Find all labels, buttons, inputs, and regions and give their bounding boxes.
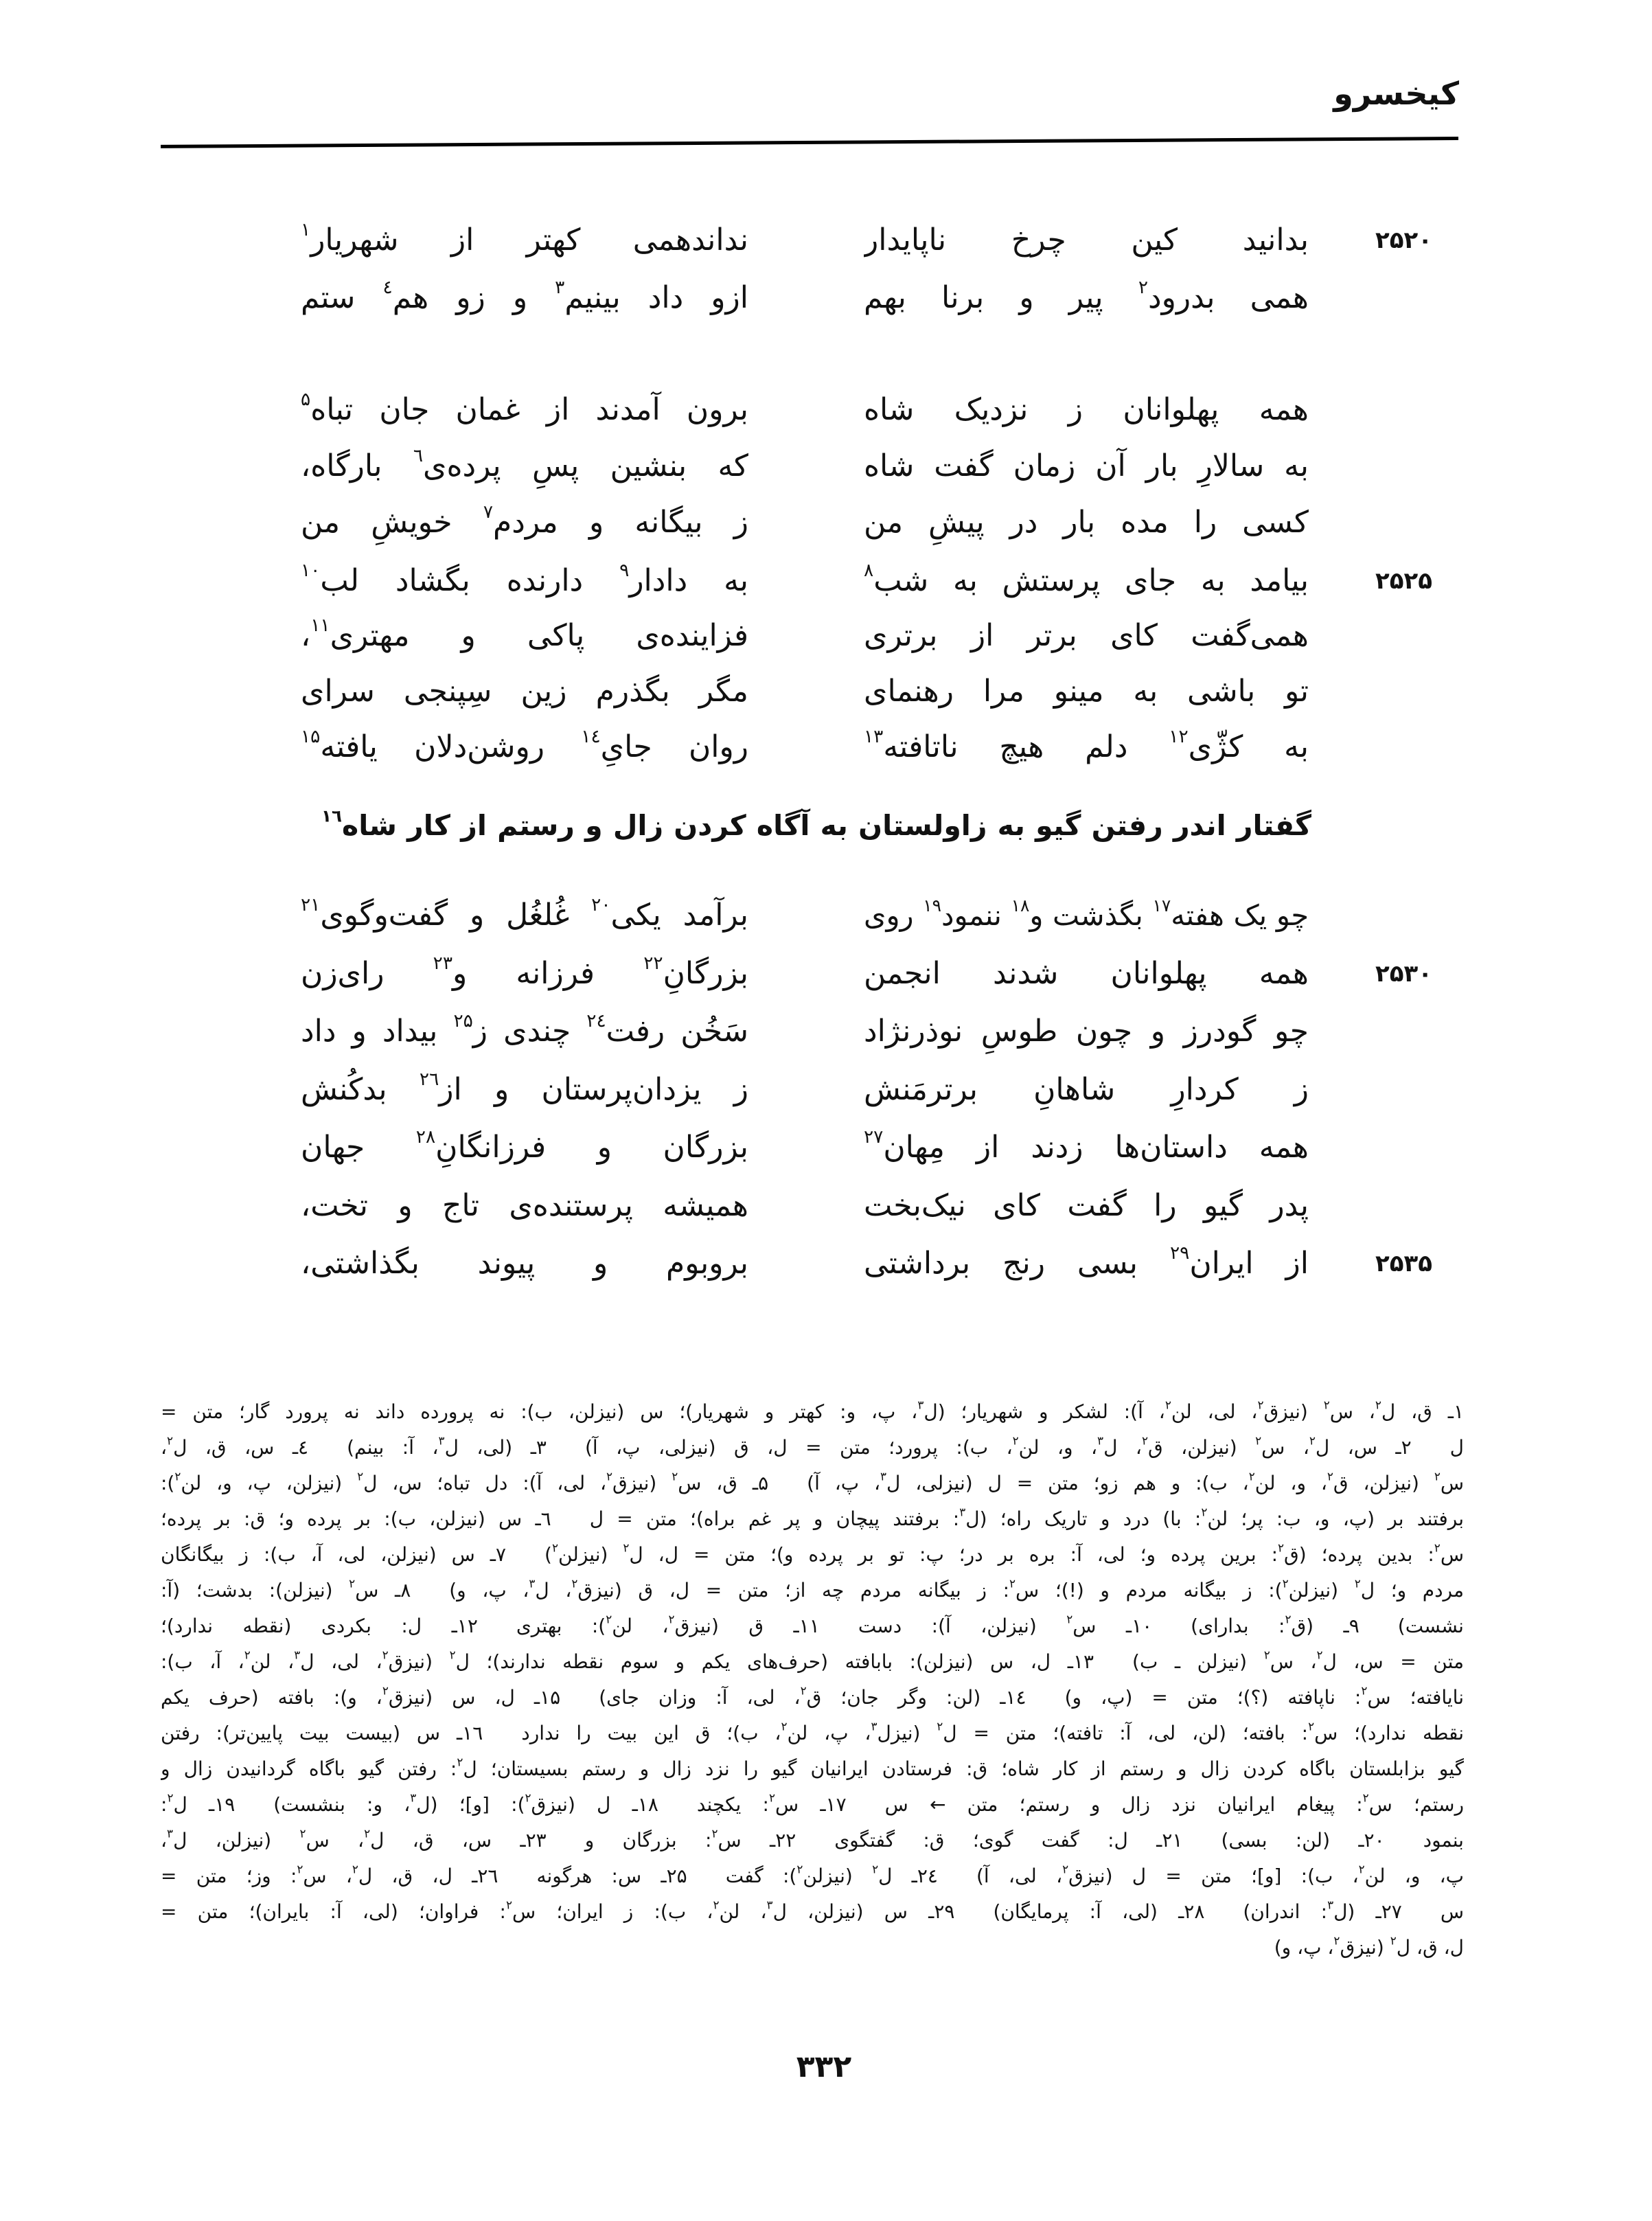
hemistich-second: به دادار$^۹$ دارنده بگشاد لب$^{۱۰}$: [301, 559, 748, 598]
footnote-line: برفتند بر (پ، و، ب: پر؛ لن$^۲$: با) درد و تاریک راه؛ (ل$^۳$: برفتند پیچان و پر غم براه)؛ متن = ل ٦ـ س (نیزلن، ب): بر پرده و؛ ق: بر پرده؛: [161, 1505, 1464, 1530]
verse-line: [0, 1062, 1652, 1117]
footnote-line: مردم و؛ ل$^۲$ (نیزلن$^۲$): ز بیگانه مردم و (!)؛ س$^۲$: ز بیگانه مردم چه از؛ متن = ل، ق (نیزق$^۲$، ل$^۳$، پ، و) ۸ـ س$^۲$ (نیزلن): بدشت؛ (آ:: [161, 1576, 1464, 1602]
hemistich-second: ز یزدان‌پرستان و از$^{۲٦}$ بدکُنش: [301, 1068, 748, 1107]
header-rule: [161, 137, 1458, 148]
verse-line: [0, 383, 1652, 437]
hemistich-second: نداندهمی کهتر از شهریار$^۱$: [301, 218, 748, 258]
running-head: کیخسرو: [1333, 75, 1459, 112]
verse-number: ۲۵۳۵: [1375, 1250, 1432, 1277]
verse-line: [0, 608, 1652, 663]
verse-number: ۲۵۲۰: [1375, 227, 1432, 254]
verse-line: [0, 1004, 1652, 1059]
verse-line: [0, 439, 1652, 494]
footnote-line: ل، ق، ل$^۲$ (نیزق$^۲$، پ، و): [1274, 1933, 1464, 1959]
hemistich-second: که بنشین پسِ پرده‌ی$^٦$ بارگاه،: [301, 444, 748, 483]
hemistich-second: بزرگان و فرزانگانِ$^{۲۸}$ جهان: [301, 1126, 748, 1165]
verse-line: [0, 888, 1652, 943]
hemistich-first: همه داستان‌ها زدند از مِهان$^{۲۷}$: [864, 1126, 1309, 1165]
footnote-line: پ، و، لن$^۲$، ب): [و]؛ متن = ل (نیزق$^۲$، لی، آ) ۲٤ـ ل$^۲$ (نیزلن$^۲$): گفت ۲۵ـ س: هرگونه ۲٦ـ ل، ق، ل$^۲$، س$^۲$: وز؛ متن =: [161, 1862, 1464, 1887]
hemistich-first: همی‌گفت کای برتر از برتری: [864, 618, 1309, 653]
verse-line: [0, 554, 1652, 608]
verse-line: [0, 946, 1652, 1001]
hemistich-second: برون آمدند از غمان جان تباه$^۵$: [301, 388, 748, 427]
verse-number: ۲۵۲۵: [1375, 567, 1432, 595]
footnote-line: س ۲۷ـ (ل$^۳$: اندران) ۲۸ـ (لی، آ: پرمایگان) ۲۹ـ س (نیزلن، ل$^۳$، لن$^۲$، ب): ز ایران؛ س$^۲$: فراوان؛ (لی، آ: بایران)؛ متن =: [161, 1898, 1464, 1923]
hemistich-second: ازو داد بینیم$^۳$ و زو هم$^٤$ ستم: [301, 276, 748, 315]
verse-number: ۲۵۳۰: [1375, 960, 1432, 988]
hemistich-second: همیشه پرستنده‌ی تاج و تخت،: [301, 1188, 748, 1223]
hemistich-first: همی بدرود$^۲$ پیر و برنا بهم: [864, 276, 1309, 315]
footnote-line: گیو بزابلستان باگاه کردن زال و رستم از کار شاه؛ ق: فرستادن ایرانیان گیو را نزد زال و رستم بسیستان؛ ل$^۲$: رفتن گیو باگاه گردانیدن زال و: [161, 1755, 1464, 1780]
hemistich-second: برآمد یکی$^{۲۰}$ غُلغُل و گفت‌وگوی$^{۲۱}$: [301, 893, 748, 933]
footnotes: [161, 1394, 1464, 1966]
footnote-line: س$^۲$ (نیزلن، ق$^۲$، و، لن$^۲$، ب): و هم زو؛ متن = ل (نیزلی، ل$^۳$، پ، آ) ۵ـ ق، س$^۲$ (نیزق$^۲$، لی، آ): دل تباه؛ س، ل$^۲$ (نیزلن، پ، و، لن$^۲$):: [161, 1469, 1464, 1494]
verse-line: [0, 664, 1652, 719]
hemistich-first: بدانید کین چرخ ناپایدار: [864, 223, 1309, 258]
hemistich-second: ز بیگانه و مردم$^۷$ خویشِ من: [301, 501, 748, 540]
verse-line: [0, 213, 1652, 268]
footnote-line: نشست) ۹ـ (ق$^۲$: بدارای) ۱۰ـ س$^۲$ (نیزلن، آ): دست ۱۱ـ ق (نیزق$^۲$، لن$^۲$): بهتری ۱۲ـ ل: بکردی (نقطه ندارد)؛: [161, 1612, 1464, 1637]
page-number: ۳۳۲: [796, 2049, 852, 2084]
hemistich-first: پدر گیو را گفت کای نیک‌بخت: [864, 1188, 1309, 1223]
hemistich-second: فزاینده‌ی پاکی و مهتری$^{۱۱}$،: [301, 614, 748, 653]
section-heading: گفتار اندر رفتن گیو به زاولستان به آگاه کردن زال و رستم از کار شاه$^{۱٦}$: [321, 806, 1311, 842]
verse-line: [0, 1120, 1652, 1175]
hemistich-first: ز کردارِ شاهانِ برترمَنش: [864, 1072, 1309, 1107]
hemistich-first: کسی را مده بار در پیشِ من: [864, 505, 1309, 540]
hemistich-first: بیامد به جای پرستش به شب$^۸$: [864, 559, 1309, 598]
hemistich-second: سَخُن رفت$^{۲٤}$ چندی ز$^{۲۵}$ بیداد و داد: [301, 1010, 748, 1049]
verse-line: [0, 271, 1652, 326]
hemistich-second: مگر بگذرم زین سِپنجی سرای: [301, 674, 748, 709]
footnote-line: رستم؛ س$^۲$: پیغام ایرانیان نزد زال و رستم؛ متن ← س ۱۷ـ س$^۲$: یکچند ۱۸ـ ل (نیزق$^۲$): [و]؛ (ل$^۳$، و: بنشست) ۱۹ـ ل$^۲$:: [161, 1790, 1464, 1816]
verse-line: [0, 1178, 1652, 1233]
verse-line: [0, 495, 1652, 550]
hemistich-first: همه پهلوانان شدند انجمن: [864, 956, 1309, 991]
footnote-line: ۱ـ ق، ل$^۲$، س$^۲$ (نیزق$^۲$، لی، لن$^۲$، آ): لشکر و شهریار؛ (ل$^۳$، پ، و: کهتر و شهریار)؛ س (نیزلن، ب): نه پرورده داند نه پرورد گار؛ متن =: [161, 1398, 1464, 1423]
hemistich-first: چو یک هفته$^{۱۷}$ بگذشت و$^{۱۸}$ ننمود$^{۱۹}$ روی: [864, 896, 1309, 932]
hemistich-second: روان جایِ$^{۱٤}$ روشن‌دلان یافته$^{۱۵}$: [301, 725, 748, 764]
hemistich-first: به سالارِ بار آن زمان گفت شاه: [864, 448, 1309, 483]
verse-line: [0, 720, 1652, 775]
hemistich-first: از ایران$^{۲۹}$ بسی رنج برداشتی: [864, 1242, 1309, 1281]
footnote-line: نایافته؛ س$^۲$: ناپافته (؟)؛ متن = (پ، و) ۱٤ـ (لن: وگر جان؛ ق$^۲$، لی، آ: وزان جای) ۱۵ـ ل، س (نیزق$^۲$، و): بافته (حرف یکم: [161, 1683, 1464, 1709]
footnote-line: ل ۲ـ س، ل$^۲$، س$^۲$ (نیزلن، ق$^۲$، ل$^۳$، و، لن$^۲$، ب): پرورد؛ متن = ل، ق (نیزلی، پ، آ) ۳ـ (لی، ل$^۳$، آ: بینم) ٤ـ س، ق، ل$^۲$،: [161, 1433, 1464, 1459]
footnote-line: متن = س، ل$^۲$، س$^۲$ (نیزلن ـ ب) ۱۳ـ ل، س (نیزلن): بابافته (حرف‌های یکم و سوم نقطه ندارند)؛ ل$^۲$ (نیزق$^۲$، لی، ل$^۳$، لن$^۲$، آ، ب):: [161, 1648, 1464, 1673]
footnote-line: نقطه ندارد)؛ س$^۲$: بافته؛ (لن، لی، آ: تافته)؛ متن = ل$^۲$ (نیزل$^۳$، پ، لن$^۲$، ب)؛ ق این بیت را ندارد ۱٦ـ س (بیست بیت پایین‌تر): رفتن: [161, 1719, 1464, 1744]
hemistich-first: چو گودرز و چون طوسِ نوذرنژاد: [864, 1014, 1309, 1049]
hemistich-first: تو باشی به مینو مرا رهنمای: [864, 674, 1309, 709]
hemistich-first: به کژّی$^{۱۲}$ دلم هیچ ناتافته$^{۱۳}$: [864, 725, 1309, 764]
verse-line: [0, 1236, 1652, 1291]
footnote-line: س$^۲$: بدین پرده؛ (ق$^۲$: برین پرده و؛ لی، آ: بره بر در؛ پ: تو بر پرده و)؛ متن = ل، ل$^۲$ (نیزلن$^۲$) ۷ـ س (نیزلن، لی، آ، ب): ز بیگانگان: [161, 1540, 1464, 1566]
hemistich-second: بزرگانِ$^{۲۲}$ فرزانه و$^{۲۳}$ رای‌زن: [301, 952, 748, 991]
hemistich-second: بروبوم و پیوند بگذاشتی،: [301, 1246, 748, 1281]
hemistich-first: همه پهلوانان ز نزدیک شاه: [864, 392, 1309, 427]
footnote-line: بنمود ۲۰ـ (لن: بسی) ۲۱ـ ل: گفت گوی؛ ق: گفتگوی ۲۲ـ س$^۲$: بزرگان و ۲۳ـ س، ق، ل$^۲$، س$^۲$ (نیزلن، ل$^۳$،: [161, 1826, 1464, 1852]
